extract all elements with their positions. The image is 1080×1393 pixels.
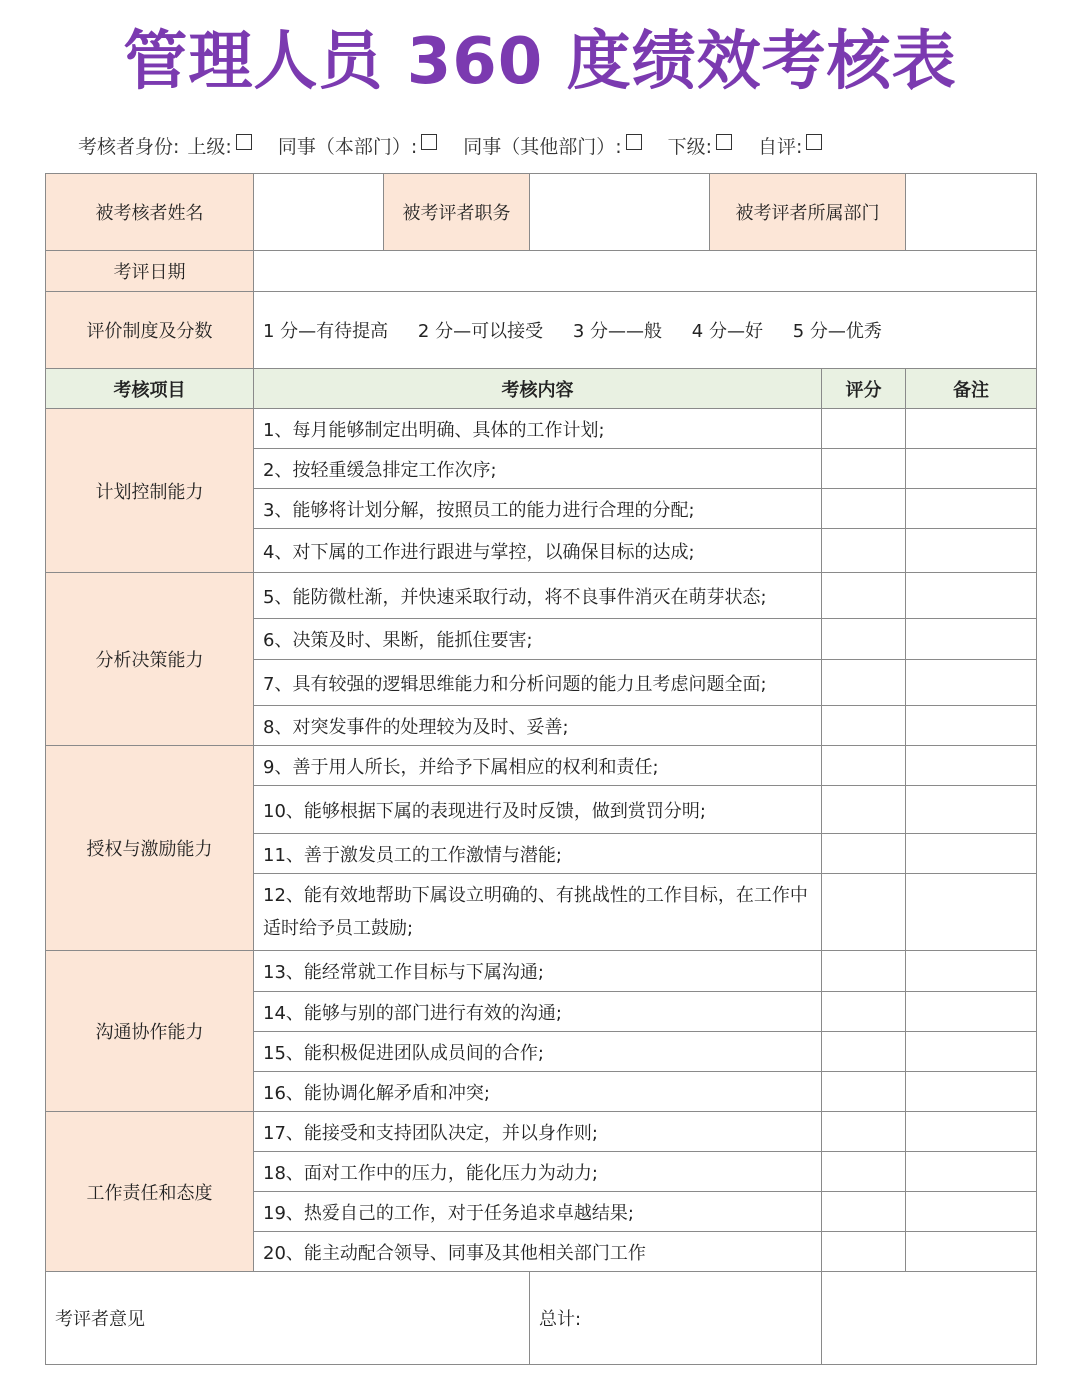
checkbox-superior[interactable] bbox=[236, 134, 252, 150]
score-cell[interactable] bbox=[822, 1072, 906, 1112]
remark-cell[interactable] bbox=[906, 529, 1037, 573]
score-cell[interactable] bbox=[822, 992, 906, 1032]
score-cell[interactable] bbox=[822, 660, 906, 706]
position-label-cell: 被考评者职务 bbox=[384, 174, 530, 251]
remark-cell[interactable] bbox=[906, 1192, 1037, 1232]
item-content: 8、对突发事件的处理较为及时、妥善; bbox=[254, 706, 822, 746]
score-cell[interactable] bbox=[822, 706, 906, 746]
item-content: 18、面对工作中的压力，能化压力为动力; bbox=[254, 1152, 822, 1192]
score-cell[interactable] bbox=[822, 409, 906, 449]
score-cell[interactable] bbox=[822, 874, 906, 951]
dept-input-cell[interactable] bbox=[906, 174, 1037, 251]
item-content: 16、能协调化解矛盾和冲突; bbox=[254, 1072, 822, 1112]
item-content: 2、按轻重缓急排定工作次序; bbox=[254, 449, 822, 489]
name-label-cell: 被考核者姓名 bbox=[46, 174, 254, 251]
identity-option-peer-other-dept[interactable]: 同事（其他部门）: bbox=[463, 132, 641, 159]
category-cell: 授权与激励能力 bbox=[46, 746, 254, 951]
total-label-cell: 总计: bbox=[530, 1272, 822, 1365]
item-content: 3、能够将计划分解，按照员工的能力进行合理的分配; bbox=[254, 489, 822, 529]
evaluator-identity-row bbox=[78, 130, 848, 160]
checkbox-subordinate[interactable] bbox=[716, 134, 732, 150]
dept-label-cell: 被考评者所属部门 bbox=[710, 174, 906, 251]
item-content: 1、每月能够制定出明确、具体的工作计划; bbox=[254, 409, 822, 449]
item-content: 11、善于激发员工的工作激情与潜能; bbox=[254, 834, 822, 874]
item-content: 20、能主动配合领导、同事及其他相关部门工作 bbox=[254, 1232, 822, 1272]
scale-2: 2 分—可以接受 bbox=[417, 321, 544, 342]
remark-cell[interactable] bbox=[906, 1032, 1037, 1072]
remark-cell[interactable] bbox=[906, 409, 1037, 449]
date-label-cell: 考评日期 bbox=[46, 251, 254, 292]
category-cell: 分析决策能力 bbox=[46, 573, 254, 746]
score-cell[interactable] bbox=[822, 746, 906, 786]
item-content: 14、能够与别的部门进行有效的沟通; bbox=[254, 992, 822, 1032]
remark-cell[interactable] bbox=[906, 834, 1037, 874]
item-content: 10、能够根据下属的表现进行及时反馈，做到赏罚分明; bbox=[254, 786, 822, 834]
col-header-category: 考核项目 bbox=[46, 369, 254, 409]
checkbox-self[interactable] bbox=[806, 134, 822, 150]
checkbox-peer-same-dept[interactable] bbox=[421, 134, 437, 150]
remark-cell[interactable] bbox=[906, 1152, 1037, 1192]
identity-option-self[interactable]: 自评: bbox=[758, 132, 822, 159]
category-cell: 计划控制能力 bbox=[46, 409, 254, 573]
score-cell[interactable] bbox=[822, 951, 906, 992]
opinion-cell[interactable]: 考评者意见 bbox=[46, 1272, 530, 1365]
remark-cell[interactable] bbox=[906, 660, 1037, 706]
item-content: 7、具有较强的逻辑思维能力和分析问题的能力且考虑问题全面; bbox=[254, 660, 822, 706]
evaluation-table bbox=[45, 173, 1037, 1365]
remark-cell[interactable] bbox=[906, 951, 1037, 992]
item-content: 9、善于用人所长，并给予下属相应的权利和责任; bbox=[254, 746, 822, 786]
scale-label-cell: 评价制度及分数 bbox=[46, 292, 254, 369]
score-cell[interactable] bbox=[822, 786, 906, 834]
score-cell[interactable] bbox=[822, 1112, 906, 1152]
identity-option-peer-same-dept[interactable]: 同事（本部门）: bbox=[278, 132, 437, 159]
page-title: 管理人员 360 度绩效考核表 bbox=[123, 25, 957, 99]
score-cell[interactable] bbox=[822, 619, 906, 660]
score-cell[interactable] bbox=[822, 449, 906, 489]
item-content: 13、能经常就工作目标与下属沟通; bbox=[254, 951, 822, 992]
remark-cell[interactable] bbox=[906, 619, 1037, 660]
remark-cell[interactable] bbox=[906, 874, 1037, 951]
identity-option-subordinate[interactable]: 下级: bbox=[668, 132, 732, 159]
total-value-cell[interactable] bbox=[822, 1272, 1037, 1365]
checkbox-peer-other-dept[interactable] bbox=[626, 134, 642, 150]
score-cell[interactable] bbox=[822, 573, 906, 619]
score-cell[interactable] bbox=[822, 834, 906, 874]
remark-cell[interactable] bbox=[906, 992, 1037, 1032]
remark-cell[interactable] bbox=[906, 489, 1037, 529]
col-header-content: 考核内容 bbox=[254, 369, 822, 409]
item-content: 19、热爱自己的工作，对于任务追求卓越结果; bbox=[254, 1192, 822, 1232]
score-cell[interactable] bbox=[822, 1032, 906, 1072]
score-cell[interactable] bbox=[822, 1152, 906, 1192]
remark-cell[interactable] bbox=[906, 746, 1037, 786]
scale-3: 3 分——般 bbox=[572, 321, 663, 342]
remark-cell[interactable] bbox=[906, 1112, 1037, 1152]
score-cell[interactable] bbox=[822, 1232, 906, 1272]
score-cell[interactable] bbox=[822, 489, 906, 529]
item-content: 15、能积极促进团队成员间的合作; bbox=[254, 1032, 822, 1072]
scale-1: 1 分—有待提高 bbox=[263, 321, 389, 342]
position-input-cell[interactable] bbox=[530, 174, 710, 251]
item-content: 5、能防微杜渐，并快速采取行动，将不良事件消灭在萌芽状态; bbox=[254, 573, 822, 619]
identity-option-superior[interactable]: 上级: bbox=[187, 132, 251, 159]
item-content: 12、能有效地帮助下属设立明确的、有挑战性的工作目标，在工作中适时给予员工鼓励; bbox=[254, 874, 822, 951]
category-cell: 沟通协作能力 bbox=[46, 951, 254, 1112]
score-cell[interactable] bbox=[822, 529, 906, 573]
scale-4: 4 分—好 bbox=[691, 321, 763, 342]
item-content: 17、能接受和支持团队决定，并以身作则; bbox=[254, 1112, 822, 1152]
col-header-remark: 备注 bbox=[906, 369, 1037, 409]
scale-cell bbox=[254, 292, 1037, 369]
scale-5: 5 分—优秀 bbox=[792, 321, 882, 342]
date-input-cell[interactable] bbox=[254, 251, 1037, 292]
item-content: 4、对下属的工作进行跟进与掌控，以确保目标的达成; bbox=[254, 529, 822, 573]
name-input-cell[interactable] bbox=[254, 174, 384, 251]
col-header-score: 评分 bbox=[822, 369, 906, 409]
remark-cell[interactable] bbox=[906, 573, 1037, 619]
remark-cell[interactable] bbox=[906, 706, 1037, 746]
remark-cell[interactable] bbox=[906, 1232, 1037, 1272]
remark-cell[interactable] bbox=[906, 1072, 1037, 1112]
remark-cell[interactable] bbox=[906, 786, 1037, 834]
category-cell: 工作责任和态度 bbox=[46, 1112, 254, 1272]
score-cell[interactable] bbox=[822, 1192, 906, 1232]
identity-label: 考核者身份: bbox=[78, 135, 180, 158]
remark-cell[interactable] bbox=[906, 449, 1037, 489]
item-content: 6、决策及时、果断，能抓住要害; bbox=[254, 619, 822, 660]
